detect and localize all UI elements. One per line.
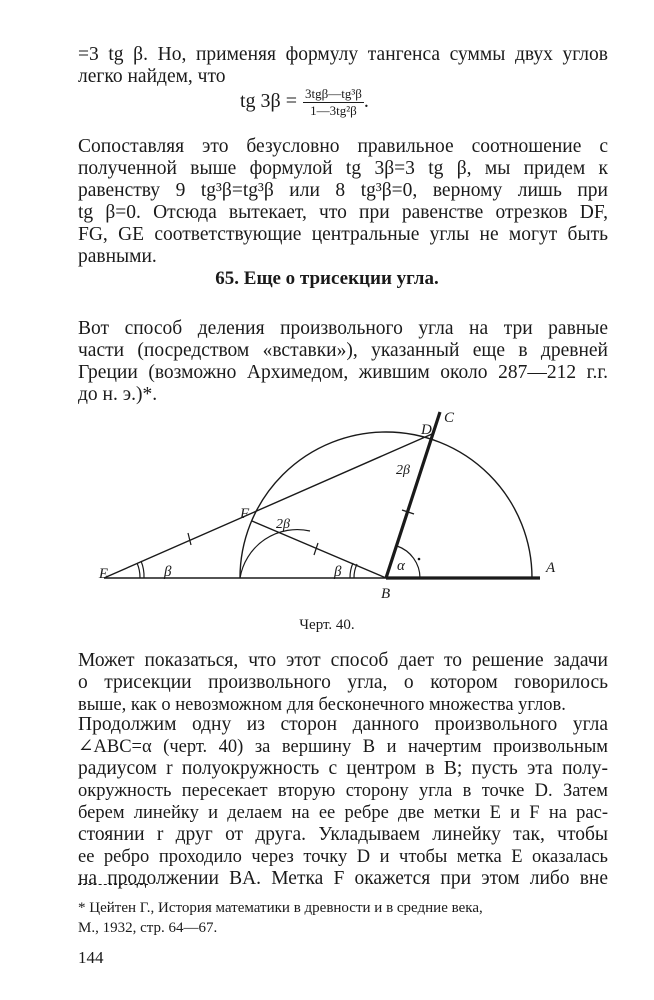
text-line: ∠ABC=α (черт. 40) за вершину B и начертим произвольным: [78, 737, 608, 757]
text-line: берем линейку и делаем на ее ребре две метки E и F на рас-: [78, 803, 608, 823]
text-line: окружность пересекает вторую сторону угла в точке D. Затем: [78, 781, 608, 801]
text-line: части (посредством «вставки»), указанный еще в древней: [78, 340, 608, 361]
label-B: B: [381, 586, 391, 602]
arc-center-F: [240, 530, 310, 578]
tick-mark: [188, 533, 191, 545]
formula-lhs: tg 3β =: [240, 90, 298, 113]
footnote-rule: [78, 884, 148, 885]
angle-arc-B: [350, 563, 353, 578]
label-A: A: [546, 560, 556, 576]
label-beta-B: β: [334, 564, 342, 580]
text-line: стоянии r друг от друга. Укладываем линейку так, чтобы: [78, 824, 608, 845]
page-number: 144: [78, 948, 104, 967]
label-E: E: [98, 566, 108, 582]
label-beta-E: β: [164, 564, 172, 580]
footnote-line: * Цейтен Г., История математики в древности и в средние века,: [78, 900, 483, 916]
label-alpha: α: [397, 558, 405, 574]
text-line: tg β=0. Отсюда вытекает, что при равенстве отрезков DF,: [78, 202, 608, 223]
text-line: =3 tg β. Но, применяя формулу тангенса суммы двух углов: [78, 44, 608, 65]
text-line: Может показаться, что этот способ дает то решение задачи: [78, 650, 608, 671]
angle-dot: [418, 558, 421, 561]
text-line: полученной выше формулой tg 3β=3 tg β, мы придем к: [78, 158, 608, 179]
side-BC: [386, 412, 440, 578]
text-line: FG, GE соответствующие центральные углы не могут быть: [78, 224, 608, 245]
text-line: Сопоставляя это безусловно правильное соотношение с: [78, 136, 608, 157]
text-line: равными.: [78, 246, 157, 267]
label-D: D: [421, 422, 432, 438]
text-line: на продолжении BA. Метка F окажется при этом либо вне: [78, 868, 608, 889]
footnote-line: М., 1932, стр. 64—67.: [78, 920, 218, 936]
formula-end: .: [363, 90, 369, 113]
label-C: C: [444, 410, 455, 426]
label-F: F: [240, 506, 250, 522]
label-2beta-top: 2β: [396, 463, 410, 478]
text-line: Вот способ деления произвольного угла на три равные: [78, 318, 608, 339]
segment-FB: [252, 521, 386, 578]
ruler-line-ED: [104, 434, 432, 578]
trisection-figure: [0, 400, 654, 610]
label-2beta-mid: 2β: [276, 517, 290, 532]
text-line: легко найдем, что: [78, 66, 226, 87]
angle-arc-B-2: [354, 564, 357, 578]
section-heading: 65. Еще о трисекции угла.: [215, 268, 439, 289]
formula-tg3beta: [240, 86, 369, 119]
text-line: выше, как о невозможном для бесконечного множества углов.: [78, 695, 566, 715]
text-line: о трисекции произвольного угла, о котором говорилось: [78, 672, 608, 693]
text-line: радиусом r полуокружность с центром в B; пусть эта полу-: [78, 758, 608, 779]
text-line: Продолжим одну из сторон данного произвольного угла: [78, 714, 608, 735]
angle-arc-E: [137, 563, 140, 578]
formula-fraction: [303, 86, 364, 119]
text-line: равенству 9 tg³β=tg³β или 8 tg³β=0, верному лишь при: [78, 180, 608, 201]
figure-caption: Черт. 40.: [299, 617, 355, 633]
text-line: ее ребро проходило через точку D и чтобы метка E оказалась: [78, 847, 608, 867]
text-line: Греции (возможно Архимедом, жившим около 287—212 г.г.: [78, 362, 608, 383]
formula-denominator: 1—3tg²β: [310, 103, 357, 118]
text-line: до н. э.)*.: [78, 384, 158, 405]
angle-arc-E-2: [141, 561, 144, 578]
formula-numerator: 3tgβ—tg³β: [305, 86, 362, 101]
